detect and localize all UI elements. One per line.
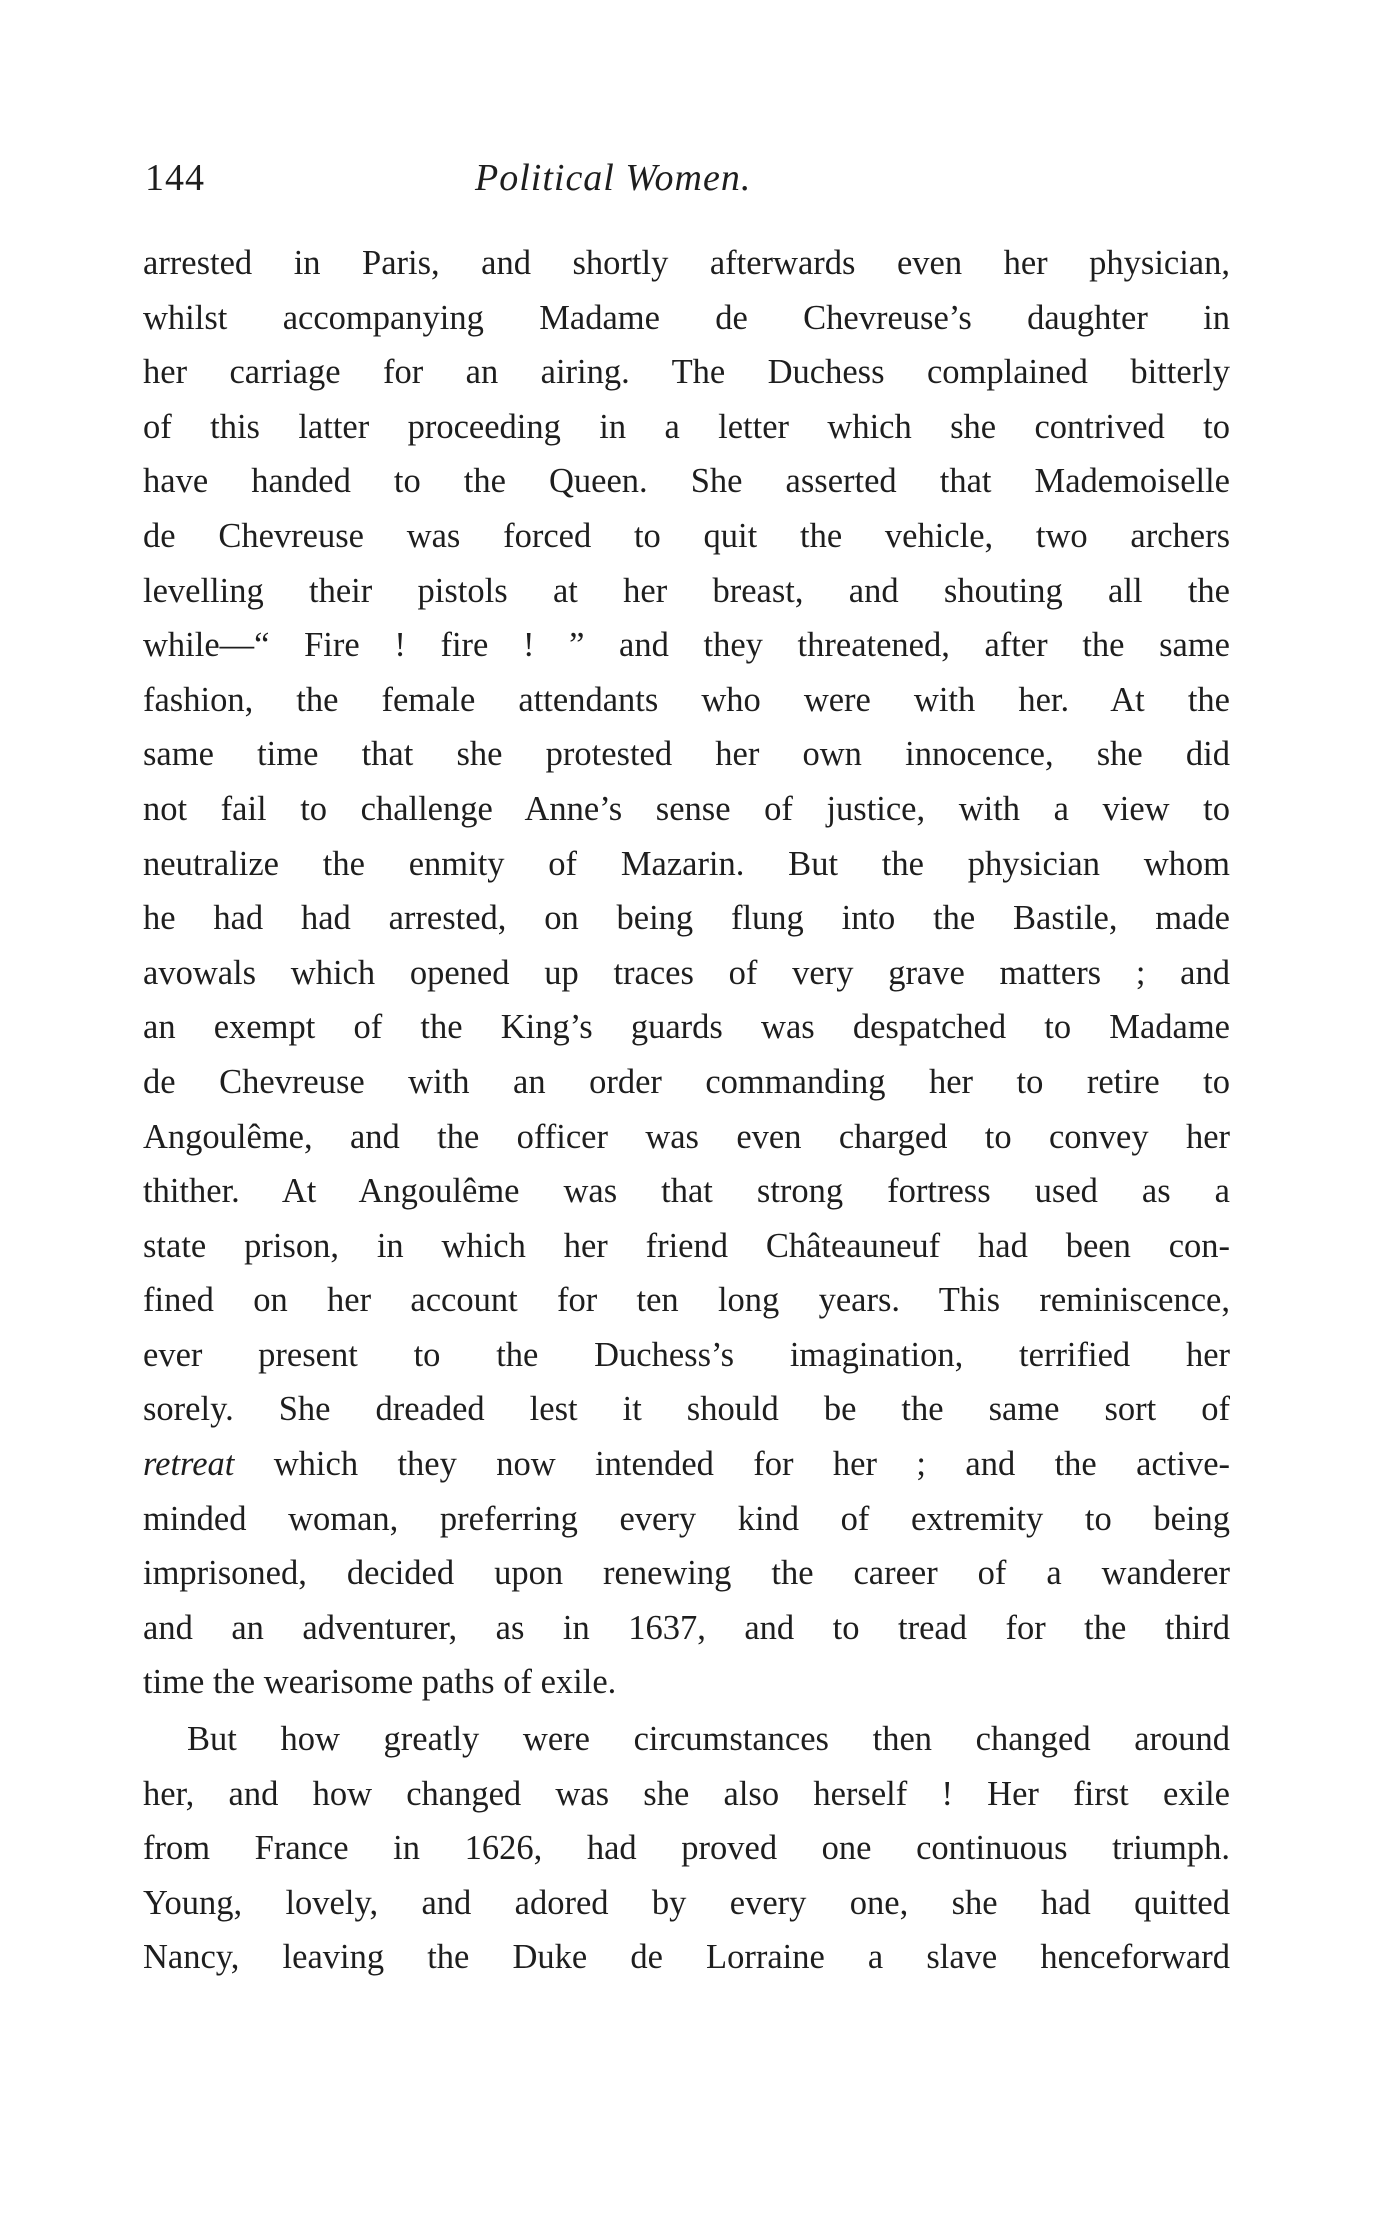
text-line: Angoulême, and the officer was even charged to convey her <box>143 1117 1230 1156</box>
text-line: de Chevreuse was forced to quit the vehicle, two archers <box>143 516 1230 555</box>
text-line: her carriage for an airing. The Duchess complained bitterly <box>143 353 1230 392</box>
text-line: an exempt of the King’s guards was despatched to Madame <box>143 1008 1230 1047</box>
text-line: not fail to challenge Anne’s sense of justice, with a view to <box>143 789 1230 828</box>
text-line: ever present to the Duchess’s imagination, terrified her <box>143 1335 1230 1374</box>
text-line: fined on her account for ten long years. This reminiscence, <box>143 1281 1230 1320</box>
text-line: minded woman, preferring every kind of extremity to being <box>143 1499 1230 1538</box>
running-title: Political Women. <box>475 157 752 199</box>
body-text <box>143 236 1230 1985</box>
text-line: same time that she protested her own innocence, she did <box>143 735 1230 774</box>
text-line-rest: which they now intended for her ; and the active- <box>234 1445 1230 1484</box>
text-line: from France in 1626, had proved one continuous triumph. <box>143 1829 1230 1868</box>
text-line: of this latter proceeding in a letter which she contrived to <box>143 407 1230 446</box>
text-line: arrested in Paris, and shortly afterwards even her physician, <box>143 244 1230 282</box>
text-line: avowals which opened up traces of very grave matters ; and <box>143 953 1230 992</box>
text-line: he had had arrested, on being flung into the Bastile, made <box>143 899 1230 938</box>
text-line: while—“ Fire ! fire ! ” and they threatened, after the same <box>143 626 1230 665</box>
text-line: and an adventurer, as in 1637, and to tread for the third <box>143 1608 1230 1647</box>
text-line-with-italic <box>143 1437 1230 1492</box>
paragraph-1 <box>143 236 1230 1710</box>
text-line: have handed to the Queen. She asserted that Mademoiselle <box>143 462 1230 501</box>
italic-word: retreat <box>143 1445 235 1484</box>
text-line: time the wearisome paths of exile. <box>143 1663 617 1702</box>
text-line: state prison, in which her friend Châteauneuf had been con- <box>143 1226 1230 1265</box>
text-line: imprisoned, decided upon renewing the career of a wanderer <box>143 1554 1230 1593</box>
paragraph-2 <box>143 1712 1230 1985</box>
text-line: whilst accompanying Madame de Chevreuse’s daughter in <box>143 298 1230 337</box>
page-number: 144 <box>145 157 205 199</box>
text-line: thither. At Angoulême was that strong fortress used as a <box>143 1172 1230 1211</box>
text-line: de Chevreuse with an order commanding her to retire to <box>143 1062 1230 1101</box>
text-line: Nancy, leaving the Duke de Lorraine a slave henceforward <box>143 1938 1230 1977</box>
text-line: fashion, the female attendants who were with her. At the <box>143 680 1230 719</box>
text-line: levelling their pistols at her breast, and shouting all the <box>143 571 1230 610</box>
page-header <box>145 148 1230 208</box>
text-line: Young, lovely, and adored by every one, she had quitted <box>143 1883 1230 1922</box>
text-line: sorely. She dreaded lest it should be the same sort of <box>143 1390 1230 1429</box>
text-line: neutralize the enmity of Mazarin. But the physician whom <box>143 844 1230 883</box>
text-line: But how greatly were circumstances then changed around <box>187 1720 1230 1759</box>
text-line: her, and how changed was she also herself ! Her first exile <box>143 1774 1230 1813</box>
